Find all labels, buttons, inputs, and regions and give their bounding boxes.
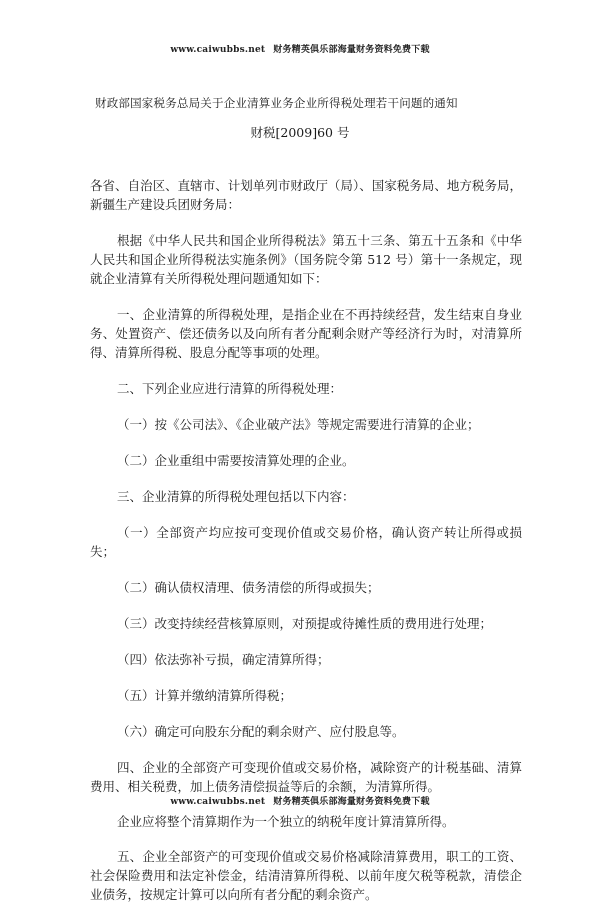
footer-slogan: 财务精英俱乐部海量财务资料免费下载 <box>273 797 430 807</box>
addressee: 各省、自治区、直辖市、计划单列市财政厅（局）、国家税务局、地方税务局，新疆生产建设兵团财务局： <box>90 178 522 212</box>
document-body <box>90 176 522 921</box>
paragraph: （六）确定可向股东分配的剩余财产、应付股息等。 <box>117 724 405 739</box>
document-number: 财税[2009]60 号 <box>250 125 350 140</box>
document-title: 财政部国家税务总局关于企业清算业务企业所得税处理若干问题的通知 <box>95 96 458 110</box>
paragraph: （一）全部资产均应按可变现价值或交易价格，确认资产转让所得或损失； <box>90 525 522 559</box>
paragraph: （三）改变持续经营核算原则，对预提或待摊性质的费用进行处理； <box>117 616 493 631</box>
paragraph: 一、企业清算的所得税处理，是指企业在不再持续经营，发生结束自身业务、处置资产、偿还债务以及向所有者分配剩余财产等经济行为时，对清算所得、清算所得税、股息分配等事项的处理。 <box>90 307 522 360</box>
paragraph: 三、企业清算的所得税处理包括以下内容： <box>117 489 355 504</box>
paragraph: （四）依法弥补亏损，确定清算所得； <box>117 652 330 667</box>
paragraph: 根据《中华人民共和国企业所得税法》第五十三条、第五十五条和《中华人民共和国企业所得税法实施条例》（国务院令第 512 号）第十一条规定，现就企业清算有关所得税处理问题通知如下： <box>90 233 522 286</box>
paragraph: 四、企业的全部资产可变现价值或交易价格，减除资产的计税基础、清算费用、相关税费，加上债务清偿损益等后的余额，为清算所得。 <box>90 760 522 794</box>
paragraph: （二）确认债权清理、债务清偿的所得或损失； <box>117 580 380 595</box>
paragraph: 二、下列企业应进行清算的所得税处理： <box>117 381 343 396</box>
paragraph: （二）企业重组中需要按清算处理的企业。 <box>117 453 355 468</box>
header-slogan: 财务精英俱乐部海量财务资料免费下载 <box>273 45 430 55</box>
header-site[interactable]: www.caiwubbs.net <box>170 45 266 55</box>
paragraph: （一）按《公司法》、《企业破产法》等规定需要进行清算的企业； <box>117 417 480 432</box>
page-footer <box>0 794 600 807</box>
page-header <box>0 42 600 55</box>
paragraph: 五、企业全部资产的可变现价值或交易价格减除清算费用，职工的工资、社会保险费用和法定补偿金，结清清算所得税、以前年度欠税等税款，清偿企业债务，按规定计算可以向所有者分配的剩余资产。 <box>90 849 522 902</box>
paragraph: 企业应将整个清算期作为一个独立的纳税年度计算清算所得。 <box>117 814 455 829</box>
footer-site[interactable]: www.caiwubbs.net <box>170 797 266 807</box>
paragraph: （五）计算并缴纳清算所得税； <box>117 688 293 703</box>
